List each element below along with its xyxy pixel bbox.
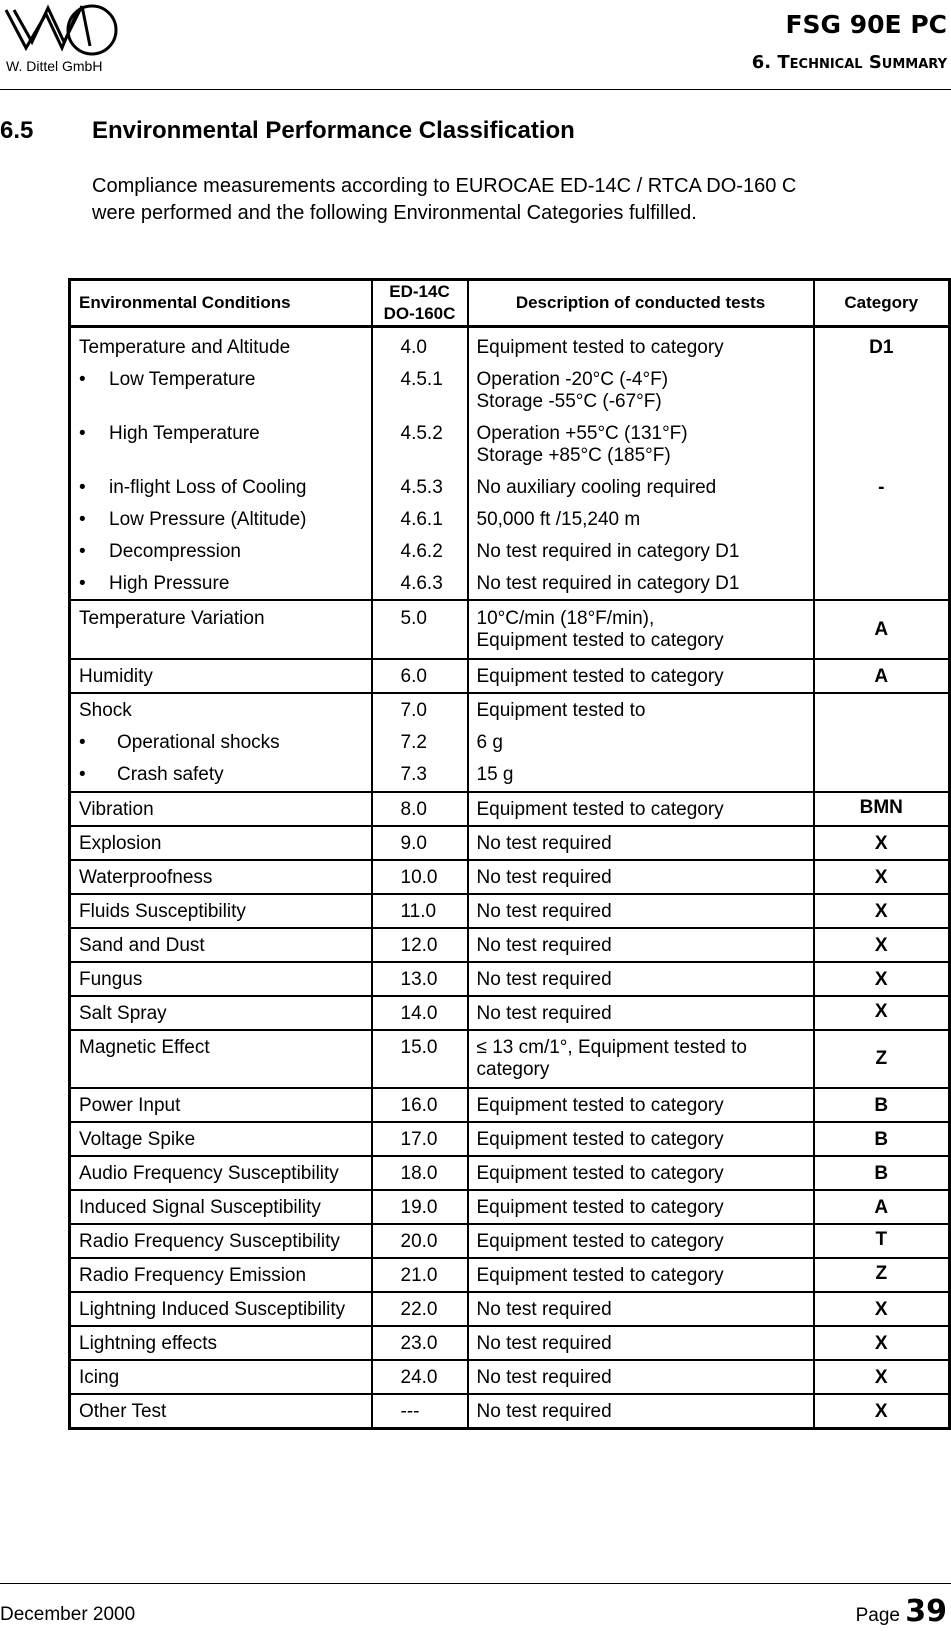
- cell-condition: [70, 564, 372, 600]
- intro-line: Compliance measurements according to EUROCAE ED-14C / RTCA DO-160 C: [92, 175, 797, 197]
- cell-category: X: [814, 860, 950, 894]
- cell-category: [814, 564, 950, 600]
- table-row: [70, 360, 950, 414]
- bullet-icon: •: [79, 509, 86, 530]
- table-row: [70, 1122, 950, 1156]
- table-row: [70, 928, 950, 962]
- cell-condition: [70, 414, 372, 468]
- footer-divider: [0, 1583, 951, 1584]
- cell-condition: Fungus: [70, 962, 372, 996]
- cell-reference: 7.0: [372, 693, 468, 726]
- table-row: [70, 564, 950, 600]
- cell-category: X: [814, 928, 950, 962]
- table-row: [70, 1360, 950, 1394]
- condition-label: Low Temperature: [109, 369, 256, 390]
- cell-description: No test required: [468, 1292, 814, 1326]
- table-row: [70, 659, 950, 693]
- table-row: [70, 726, 950, 758]
- cell-condition: Other Test: [79, 1401, 167, 1422]
- cell-reference: 9.0: [372, 826, 468, 860]
- cell-condition: [70, 532, 372, 564]
- cell-reference: 15.0: [372, 1030, 468, 1088]
- description-line: Storage +85°C (185°F): [476, 445, 671, 466]
- cell-description: Equipment tested to category: [468, 1190, 814, 1224]
- table-row: [70, 996, 950, 1030]
- cell-reference: 4.0: [372, 327, 468, 361]
- cell-category: X: [814, 894, 950, 928]
- page-number: 39: [905, 1594, 947, 1629]
- description-line: Equipment tested to category: [476, 630, 724, 651]
- cell-condition: Vibration: [70, 792, 372, 826]
- cell-category: [814, 758, 950, 792]
- cell-description: [468, 1030, 814, 1088]
- table-row: [70, 500, 950, 532]
- cell-condition: Voltage Spike: [70, 1122, 372, 1156]
- cell-description: Equipment tested to category: [468, 1088, 814, 1122]
- bullet-icon: •: [79, 423, 86, 444]
- section-intro: [92, 173, 912, 227]
- cell-condition: [70, 726, 372, 758]
- cell-description: Equipment tested to category: [468, 327, 814, 361]
- cell-condition: [70, 360, 372, 414]
- table-row: [70, 894, 950, 928]
- cell-condition: Temperature and Altitude: [79, 337, 291, 358]
- footer-date: December 2000: [0, 1604, 136, 1625]
- cell-category: [814, 500, 950, 532]
- cell-category: BMN: [814, 792, 950, 826]
- cell-reference: 21.0: [372, 1258, 468, 1292]
- cell-condition: Power Input: [70, 1088, 372, 1122]
- cell-category: B: [814, 1088, 950, 1122]
- cell-description: No test required: [468, 860, 814, 894]
- cell-reference: 10.0: [372, 860, 468, 894]
- cell-reference: 11.0: [372, 894, 468, 928]
- cell-category: X: [814, 1292, 950, 1326]
- description-line: 10°C/min (18°F/min),: [476, 608, 655, 629]
- cell-description: 50,000 ft /15,240 m: [468, 500, 814, 532]
- footer-page: [856, 1594, 947, 1629]
- environmental-classification-table: [68, 278, 951, 1430]
- bullet-icon: •: [79, 764, 86, 785]
- description-line: ≤ 13 cm/1°, Equipment tested to: [476, 1037, 747, 1058]
- section-number: 6.5: [0, 117, 34, 144]
- table-row: [70, 1030, 950, 1088]
- cell-category: [814, 693, 950, 726]
- cell-description: No test required: [468, 996, 814, 1030]
- cell-condition: Fluids Susceptibility: [70, 894, 372, 928]
- cell-category: X: [814, 826, 950, 860]
- table-row: [70, 826, 950, 860]
- table-row: [70, 1258, 950, 1292]
- cell-category: [814, 414, 950, 468]
- cell-description: Equipment tested to category: [468, 1122, 814, 1156]
- condition-label: High Temperature: [109, 423, 260, 444]
- header-category: Category: [814, 280, 950, 327]
- cell-condition: Magnetic Effect: [70, 1030, 372, 1088]
- cell-description: No test required: [468, 1360, 814, 1394]
- cell-reference: 23.0: [372, 1326, 468, 1360]
- cell-condition: Induced Signal Susceptibility: [70, 1190, 372, 1224]
- cell-reference: 20.0: [372, 1224, 468, 1258]
- cell-description: Equipment tested to category: [468, 1224, 814, 1258]
- cell-description: [468, 360, 814, 414]
- cell-description: No test required in category D1: [468, 564, 814, 600]
- cell-category: X: [814, 1326, 950, 1360]
- cell-description: No test required: [468, 894, 814, 928]
- table-header-row: [70, 280, 950, 327]
- cell-category: X: [814, 996, 950, 1030]
- cell-condition: [70, 758, 372, 792]
- bullet-icon: •: [79, 369, 86, 390]
- header-divider: [0, 89, 951, 90]
- company-name: W. Dittel GmbH: [6, 58, 103, 74]
- cell-description: 6 g: [468, 726, 814, 758]
- cell-reference: 4.6.3: [372, 564, 468, 600]
- cell-category: A: [814, 1190, 950, 1224]
- cell-reference: 7.3: [372, 758, 468, 792]
- table-row: [70, 860, 950, 894]
- cell-reference: 14.0: [372, 996, 468, 1030]
- page-label: Page: [855, 1605, 900, 1626]
- header-conditions: Environmental Conditions: [70, 280, 372, 327]
- condition-label: Operational shocks: [117, 732, 280, 753]
- cell-reference: 24.0: [372, 1360, 468, 1394]
- description-line: Operation +55°C (131°F): [476, 423, 688, 444]
- cell-category: [814, 726, 950, 758]
- cell-description: No test required: [468, 1394, 814, 1429]
- table-row: [70, 414, 950, 468]
- cell-description: Equipment tested to category: [468, 1258, 814, 1292]
- cell-category: X: [814, 1394, 950, 1429]
- table-row: [70, 1156, 950, 1190]
- cell-category: T: [814, 1224, 950, 1258]
- cell-reference: 4.6.2: [372, 532, 468, 564]
- cell-category: Z: [814, 1030, 950, 1088]
- table-row: [70, 1292, 950, 1326]
- cell-reference: 16.0: [372, 1088, 468, 1122]
- table-row: [70, 1190, 950, 1224]
- cell-description: No test required: [468, 826, 814, 860]
- table-row: [70, 1088, 950, 1122]
- cell-reference: ---: [372, 1394, 468, 1429]
- cell-reference: 18.0: [372, 1156, 468, 1190]
- cell-condition: Temperature Variation: [70, 600, 372, 659]
- description-line: Operation -20°C (-4°F): [476, 369, 669, 390]
- section-title: Environmental Performance Classification: [92, 117, 575, 144]
- cell-condition: Explosion: [70, 826, 372, 860]
- cell-condition: Salt Spray: [70, 996, 372, 1030]
- cell-reference: 4.5.2: [372, 414, 468, 468]
- table-row: [70, 468, 950, 500]
- table-row: [70, 693, 950, 726]
- cell-condition: Radio Frequency Emission: [70, 1258, 372, 1292]
- cell-category: B: [814, 1122, 950, 1156]
- table-row: [70, 1224, 950, 1258]
- description-line: category: [476, 1059, 550, 1080]
- bullet-icon: •: [79, 541, 86, 562]
- table-row: [70, 1326, 950, 1360]
- cell-description: No test required in category D1: [468, 532, 814, 564]
- cell-condition: [70, 500, 372, 532]
- cell-category: A: [814, 600, 950, 659]
- table-row: [70, 1394, 950, 1429]
- condition-label: High Pressure: [109, 573, 230, 594]
- cell-reference: 7.2: [372, 726, 468, 758]
- table-row: [70, 600, 950, 659]
- bullet-icon: •: [79, 573, 86, 594]
- company-logo: [4, 2, 124, 74]
- cell-reference: 17.0: [372, 1122, 468, 1156]
- cell-reference: 4.5.3: [372, 468, 468, 500]
- cell-reference: 13.0: [372, 962, 468, 996]
- cell-reference: 6.0: [372, 659, 468, 693]
- cell-reference: 22.0: [372, 1292, 468, 1326]
- description-line: Storage -55°C (-67°F): [476, 391, 662, 412]
- cell-category: X: [814, 962, 950, 996]
- cell-reference: 5.0: [372, 600, 468, 659]
- cell-condition: Icing: [70, 1360, 372, 1394]
- cell-description: No test required: [468, 1326, 814, 1360]
- page-header: [0, 0, 951, 90]
- cell-category: B: [814, 1156, 950, 1190]
- table-row: [70, 758, 950, 792]
- cell-description: No auxiliary cooling required: [468, 468, 814, 500]
- condition-label: Crash safety: [117, 764, 224, 785]
- cell-category: A: [814, 659, 950, 693]
- cell-condition: Shock: [79, 700, 132, 721]
- document-title: FSG 90E PC: [785, 10, 947, 39]
- bullet-icon: •: [79, 477, 86, 498]
- cell-condition: [70, 468, 372, 500]
- cell-condition: Lightning Induced Susceptibility: [70, 1292, 372, 1326]
- cell-reference: 8.0: [372, 792, 468, 826]
- cell-category: D1: [814, 327, 950, 361]
- cell-description: Equipment tested to category: [468, 1156, 814, 1190]
- cell-description: [468, 414, 814, 468]
- table-row: [70, 532, 950, 564]
- cell-description: Equipment tested to category: [468, 792, 814, 826]
- cell-description: No test required: [468, 928, 814, 962]
- header-ref-ed14c: ED-14C: [389, 282, 450, 301]
- cell-category: [814, 532, 950, 564]
- cell-reference: 19.0: [372, 1190, 468, 1224]
- wm-logo-icon: [4, 2, 120, 60]
- cell-reference: 4.6.1: [372, 500, 468, 532]
- cell-description: Equipment tested to: [468, 693, 814, 726]
- cell-description: No test required: [468, 962, 814, 996]
- cell-condition: Audio Frequency Susceptibility: [70, 1156, 372, 1190]
- cell-reference: 4.5.1: [372, 360, 468, 414]
- cell-category: [814, 360, 950, 414]
- header-reference: [372, 280, 468, 327]
- header-ref-do160c: DO-160C: [383, 304, 456, 323]
- cell-description: Equipment tested to category: [468, 659, 814, 693]
- chapter-title: 6. Technical Summary: [751, 52, 947, 73]
- cell-condition: Sand and Dust: [70, 928, 372, 962]
- cell-category: X: [814, 1360, 950, 1394]
- condition-label: Low Pressure (Altitude): [109, 509, 307, 530]
- cell-condition: Waterproofness: [70, 860, 372, 894]
- bullet-icon: •: [79, 732, 86, 753]
- cell-category: -: [814, 468, 950, 500]
- header-description: Description of conducted tests: [468, 280, 814, 327]
- cell-description: 15 g: [468, 758, 814, 792]
- table-row: [70, 327, 950, 361]
- condition-label: in-flight Loss of Cooling: [109, 477, 307, 498]
- cell-condition: Radio Frequency Susceptibility: [70, 1224, 372, 1258]
- table-row: [70, 792, 950, 826]
- cell-condition: Humidity: [70, 659, 372, 693]
- table-row: [70, 962, 950, 996]
- cell-description: [468, 600, 814, 659]
- condition-label: Decompression: [109, 541, 241, 562]
- cell-reference: 12.0: [372, 928, 468, 962]
- cell-category: Z: [814, 1258, 950, 1292]
- intro-line: were performed and the following Environmental Categories fulfilled.: [92, 202, 697, 224]
- cell-condition: Lightning effects: [70, 1326, 372, 1360]
